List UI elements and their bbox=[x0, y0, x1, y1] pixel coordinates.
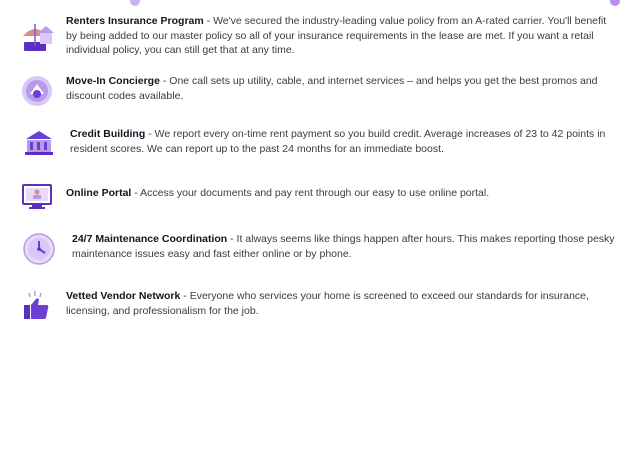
feature-description: One call sets up utility, cable, and internet services – and helps you get the best promos and discount codes available. bbox=[66, 75, 598, 102]
feature-title: 24/7 Maintenance Coordination bbox=[72, 233, 228, 245]
feature-title: Renters Insurance Program bbox=[66, 15, 204, 27]
feature-text bbox=[66, 186, 618, 201]
top-strip bbox=[0, 0, 640, 6]
feature-title: Credit Building bbox=[70, 128, 146, 140]
credit-building-icon bbox=[22, 127, 56, 161]
umbrella-house-icon bbox=[20, 20, 54, 54]
feature-title: Online Portal bbox=[66, 187, 132, 199]
separator: - bbox=[203, 15, 214, 27]
feature-credit-building bbox=[20, 127, 620, 161]
separator: - bbox=[159, 75, 170, 87]
feature-title: Vetted Vendor Network bbox=[66, 290, 181, 302]
feature-title: Move-In Concierge bbox=[66, 75, 160, 87]
separator: - bbox=[180, 290, 190, 302]
feature-text bbox=[72, 232, 618, 261]
feature-description: Everyone who services your home is screened to exceed our standards for insurance, licensing, and professionalism for the job. bbox=[66, 290, 589, 317]
feature-vetted-vendor bbox=[20, 289, 620, 323]
feature-description: It always seems like things happen after hours. This makes reporting those pesky maintenance issues easy and fast either online or by phone. bbox=[72, 233, 615, 260]
feature-description: We've secured the industry-leading value policy from an A-rated carrier. You'll benefit by being added to our master policy so all of your insurance requirements in the lease are met. If you want a retail individual policy, you can still get that at any time. bbox=[66, 15, 607, 56]
online-portal-icon bbox=[20, 180, 54, 214]
feature-text bbox=[66, 289, 618, 318]
separator: - bbox=[145, 128, 155, 140]
feature-text bbox=[66, 14, 618, 58]
decor-dot bbox=[610, 0, 620, 6]
separator: - bbox=[227, 233, 237, 245]
feature-text bbox=[66, 74, 618, 103]
feature-move-in-concierge bbox=[20, 74, 620, 108]
feature-maintenance bbox=[20, 232, 620, 266]
concierge-icon bbox=[20, 74, 54, 108]
feature-text bbox=[70, 127, 618, 156]
decor-dot bbox=[130, 0, 140, 6]
clock-maintenance-icon bbox=[22, 232, 56, 266]
feature-description: We report every on-time rent payment so you build credit. Average increases of 23 to 42 points in resident scores. We can report up to the past 24 months for an immediate boost. bbox=[70, 128, 606, 155]
feature-description: Access your documents and pay rent through our easy to use online portal. bbox=[140, 187, 490, 199]
feature-renters-insurance bbox=[20, 14, 620, 64]
feature-online-portal bbox=[20, 186, 620, 214]
thumbs-up-vendor-icon bbox=[20, 289, 54, 323]
separator: - bbox=[131, 187, 141, 199]
